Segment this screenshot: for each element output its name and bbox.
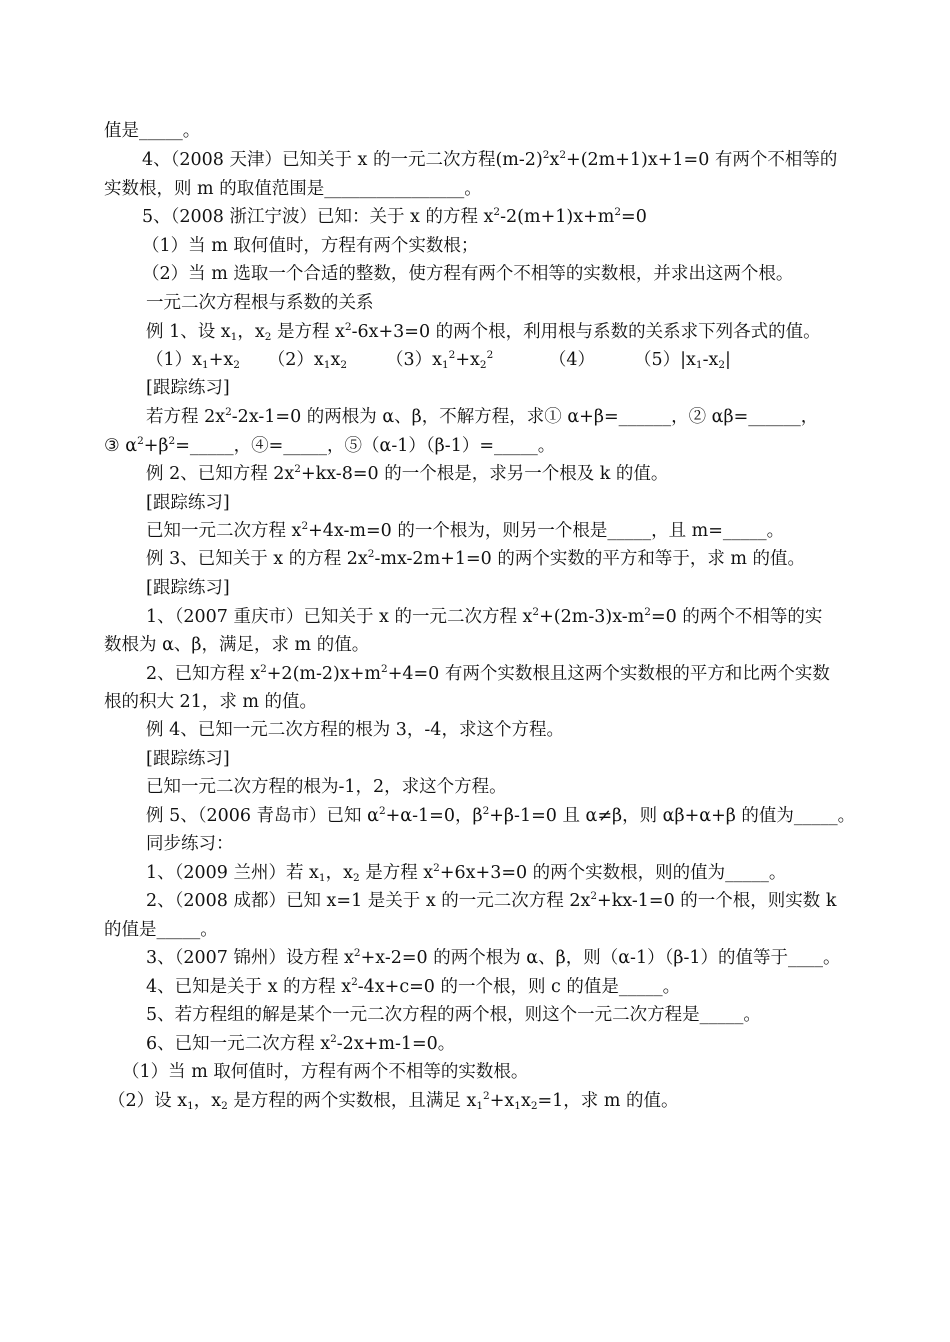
example-4: 例 4、已知一元二次方程的根为 3，-4，求这个方程。	[146, 720, 564, 740]
practice-4: 已知一元二次方程的根为-1，2，求这个方程。	[146, 777, 507, 797]
sync-2-line-2: 的值是_____。	[104, 920, 218, 940]
practice-heading: [跟踪练习]	[146, 749, 230, 769]
sync-6-part-1: （1）当 m 取何值时，方程有两个不相等的实数根。	[122, 1062, 529, 1082]
practice-heading: [跟踪练习]	[146, 493, 230, 513]
problem-5-line-1: 5、（2008 浙江宁波）已知：关于 x 的方程 $x^2-2(m+1)x+m^2=0$	[142, 206, 647, 227]
example-3: 例 3、已知关于 x 的方程 $2x^2-mx-2m+1=0$ 的两个实数的平方和等于，求 m 的值。	[146, 548, 806, 569]
sync-6-part-2: （2）设 $x_1$，$x_2$ 是方程的两个实数根，且满足 $x_1^2+x_1x_2=1$，求 m 的值。	[108, 1090, 679, 1112]
practice-heading: [跟踪练习]	[146, 378, 230, 398]
example-1-items: $(1)x_1+x_2$ $(2)x_1x_2$ $(3)x_1^2+x_2^2$ （4） $(5)|x_1-x_2|$	[146, 349, 731, 371]
example-2: 例 2、已知方程 $2x^2+kx-8=0$ 的一个根是，求另一个根及 k 的值。	[146, 463, 669, 484]
section-heading: 一元二次方程根与系数的关系	[146, 293, 374, 313]
practice-3-q1-line-2: 数根为 α、β，满足，求 m 的值。	[104, 635, 370, 655]
sync-3: 3、（2007 锦州）设方程 $x^2+x-2=0$ 的两个根为 α、β，则（α-1）（β-1）的值等于____。	[146, 947, 841, 968]
sync-practice-heading: 同步练习：	[146, 834, 234, 854]
problem-5-part-1: （1）当 m 取何值时，方程有两个实数根；	[142, 236, 479, 256]
problem-5-part-2: （2）当 m 选取一个合适的整数，使方程有两个不相等的实数根，并求出这两个根。	[142, 264, 794, 284]
sync-1: 1、（2009 兰州）若 $x_1$，$x_2$ 是方程 $x^2+6x+3=0$ 的两个实数根，则的值为_____。	[146, 862, 787, 884]
text-line-top: 值是_____。	[104, 121, 201, 141]
example-1: 例 1、设 $x_1$，$x_2$ 是方程 $x^2-6x+3=0$ 的两个根，利用根与系数的关系求下列各式的值。	[146, 321, 821, 343]
practice-3-q2-line-2: 根的积大 21，求 m 的值。	[104, 692, 318, 712]
sync-6: 6、已知一元二次方程 $x^2-2x+m-1=0$。	[146, 1033, 456, 1054]
sync-4: 4、已知是关于 x 的方程 $x^2-4x+c=0$ 的一个根，则 c 的值是_____。	[146, 976, 681, 997]
practice-1-line-1: 若方程 $2x^2-2x-1=0$ 的两根为 α、β，不解方程，求① α+β=______，② αβ=______，	[146, 406, 819, 427]
practice-3-q2-line-1: 2、已知方程 $x^2+2(m-2)x+m^2+4=0$ 有两个实数根且这两个实数根的平方和比两个实数	[146, 663, 830, 684]
practice-1-line-2: ③ $\alpha^2+\beta^2=\_\_\_\_\_$，④=_____，⑤（α-1）（β-1）=_____。	[104, 435, 556, 456]
sync-2-line-1: 2、（2008 成都）已知 x=1 是关于 x 的一元二次方程 $2x^2+kx-1=0$ 的一个根，则实数 k	[146, 890, 837, 911]
practice-3-q1-line-1: 1、（2007 重庆市）已知关于 x 的一元二次方程 $x^2+(2m-3)x-m^2=0$ 的两个不相等的实	[146, 606, 823, 627]
practice-2: 已知一元二次方程 $x^2+4x-m=0$ 的一个根为，则另一个根是_____，且 m=_____。	[146, 520, 785, 541]
problem-4-line-2: 实数根，则 m 的取值范围是________________。	[104, 179, 482, 199]
example-5: 例 5、（2006 青岛市）已知 $\alpha^2+\alpha-1=0$，$\beta^2+\beta-1=0$ 且 α≠β，则 αβ+α+β 的值为_____。	[146, 805, 856, 826]
practice-heading: [跟踪练习]	[146, 578, 230, 598]
problem-4-line-1: 4、（2008 天津）已知关于 x 的一元二次方程$(m-2)^2x^2+(2m+1)x+1=0$ 有两个不相等的	[142, 149, 838, 170]
sync-5: 5、若方程组的解是某个一元二次方程的两个根，则这个一元二次方程是_____。	[146, 1005, 761, 1025]
